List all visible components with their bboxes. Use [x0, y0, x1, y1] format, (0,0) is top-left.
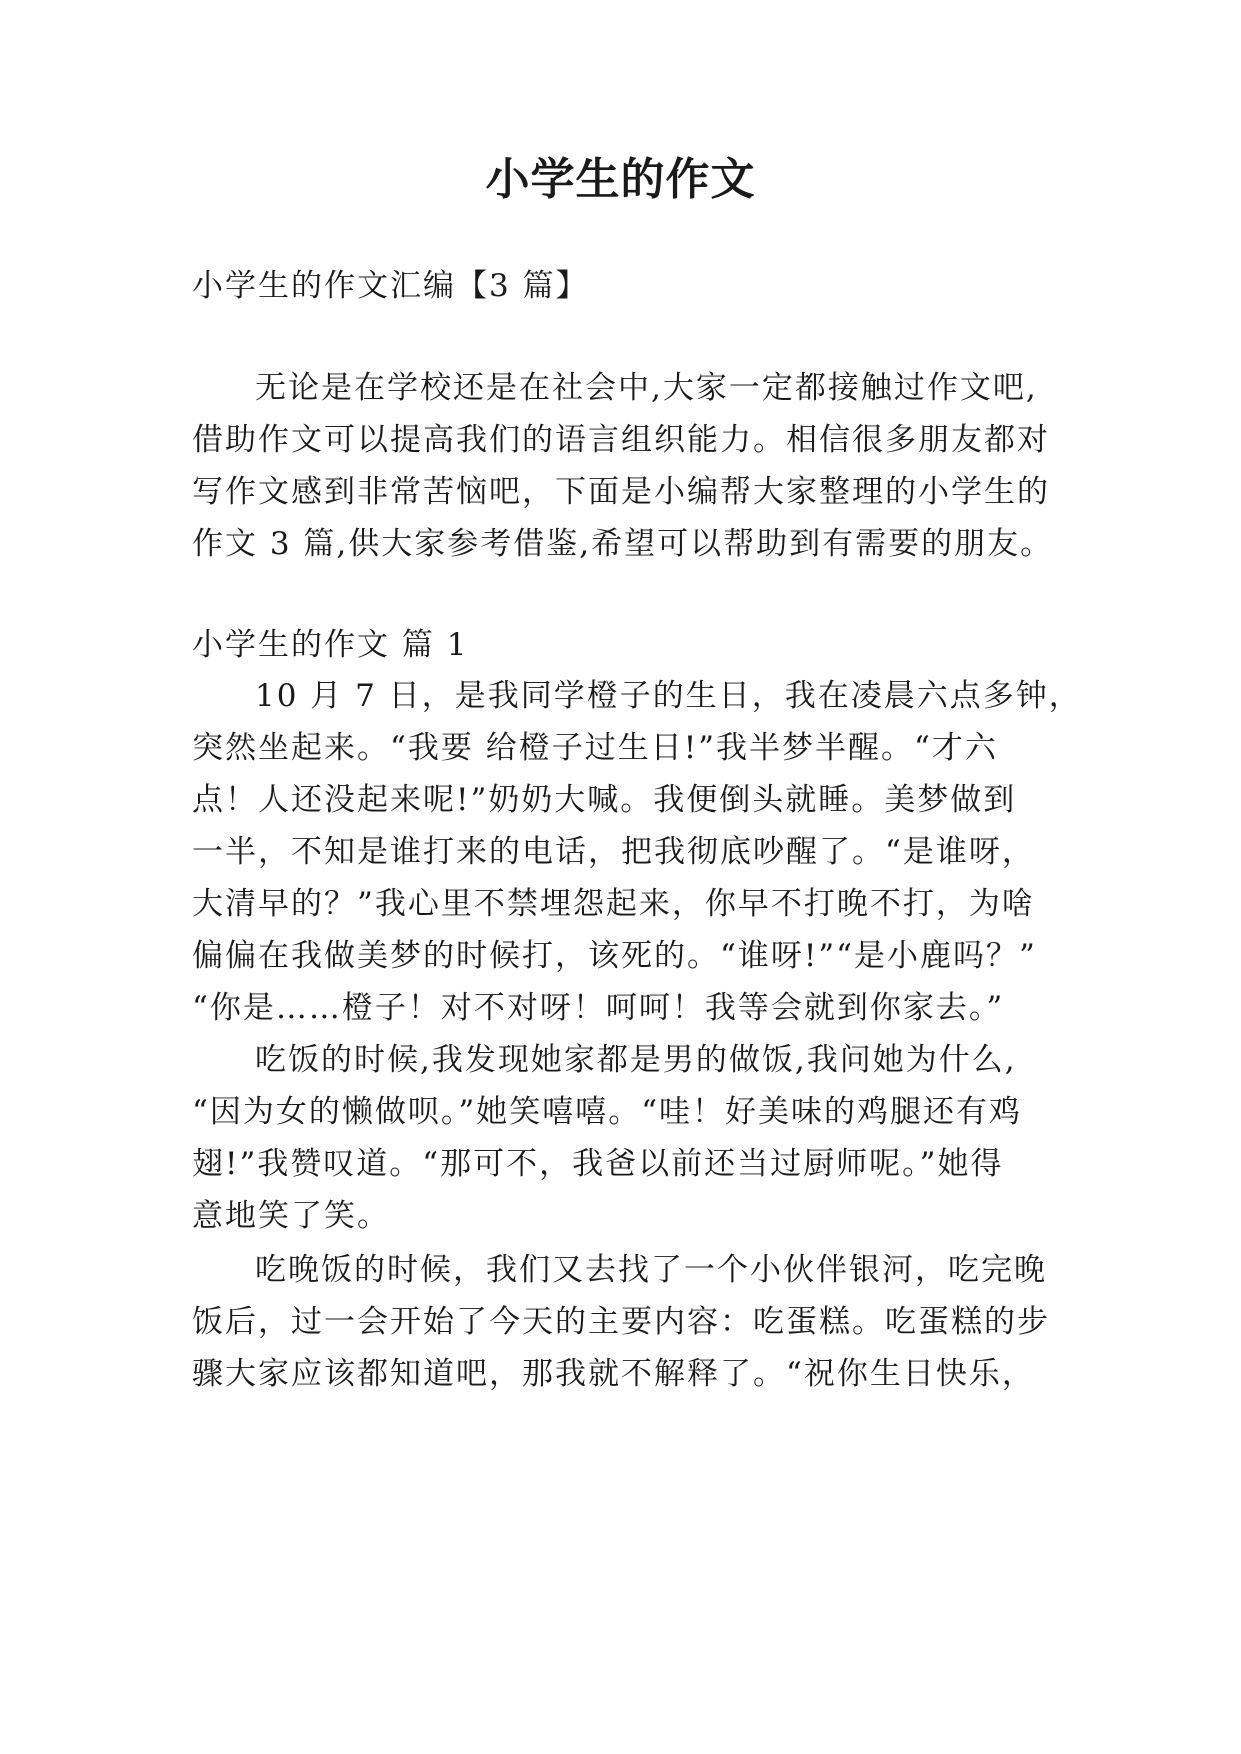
intro-line: 无论是在学校还是在社会中,大家一定都接触过作文吧,	[255, 370, 1038, 406]
body-line: 饭后，过一会开始了今天的主要内容：吃蛋糕。吃蛋糕的步	[192, 1304, 1050, 1340]
intro-line: 借助作文可以提高我们的语言组织能力。相信很多朋友都对	[192, 422, 1050, 458]
body-line: 吃晚饭的时候，我们又去找了一个小伙伴银河，吃完晚	[255, 1252, 1047, 1288]
body-line: 10 月 7 日，是我同学橙子的生日，我在凌晨六点多钟，	[255, 678, 1082, 714]
body-line: 一半，不知是谁打来的电话，把我彻底吵醒了。“是谁呀，	[192, 834, 1035, 870]
body-line: 突然坐起来。“我要 给橙子过生日!”我半梦半醒。“才六	[192, 730, 998, 766]
body-line: “你是……橙子！对不对呀！呵呵！我等会就到你家去。”	[192, 990, 1005, 1026]
body-line: 骤大家应该都知道吧，那我就不解释了。“祝你生日快乐，	[192, 1356, 1035, 1392]
body-line: 意地笑了笑。	[192, 1198, 390, 1234]
section-heading: 小学生的作文 篇 1	[192, 627, 469, 663]
intro-line: 作文 3 篇,供大家参考借鉴,希望可以帮助到有需要的朋友。	[192, 526, 1054, 562]
document-title: 小学生的作文	[485, 154, 756, 205]
body-line: 吃饭的时候,我发现她家都是男的做饭,我问她为什么,	[255, 1042, 1017, 1078]
body-line: 偏偏在我做美梦的时候打，该死的。“谁呀!”“是小鹿吗？”	[192, 938, 1037, 974]
body-line: “因为女的懒做呗。”她笑嘻嘻。“哇！好美味的鸡腿还有鸡	[192, 1094, 1023, 1130]
subtitle-line: 小学生的作文汇编【3 篇】	[192, 268, 589, 304]
body-line: 翅!”我赞叹道。“那可不，我爸以前还当过厨师呢。”她得	[192, 1146, 1004, 1182]
body-line: 点！人还没起来呢!”奶奶大喊。我便倒头就睡。美梦做到	[192, 782, 1017, 818]
body-line: 大清早的？”我心里不禁埋怨起来，你早不打晚不打，为啥	[192, 886, 1035, 922]
intro-line: 写作文感到非常苦恼吧，下面是小编帮大家整理的小学生的	[192, 474, 1050, 510]
